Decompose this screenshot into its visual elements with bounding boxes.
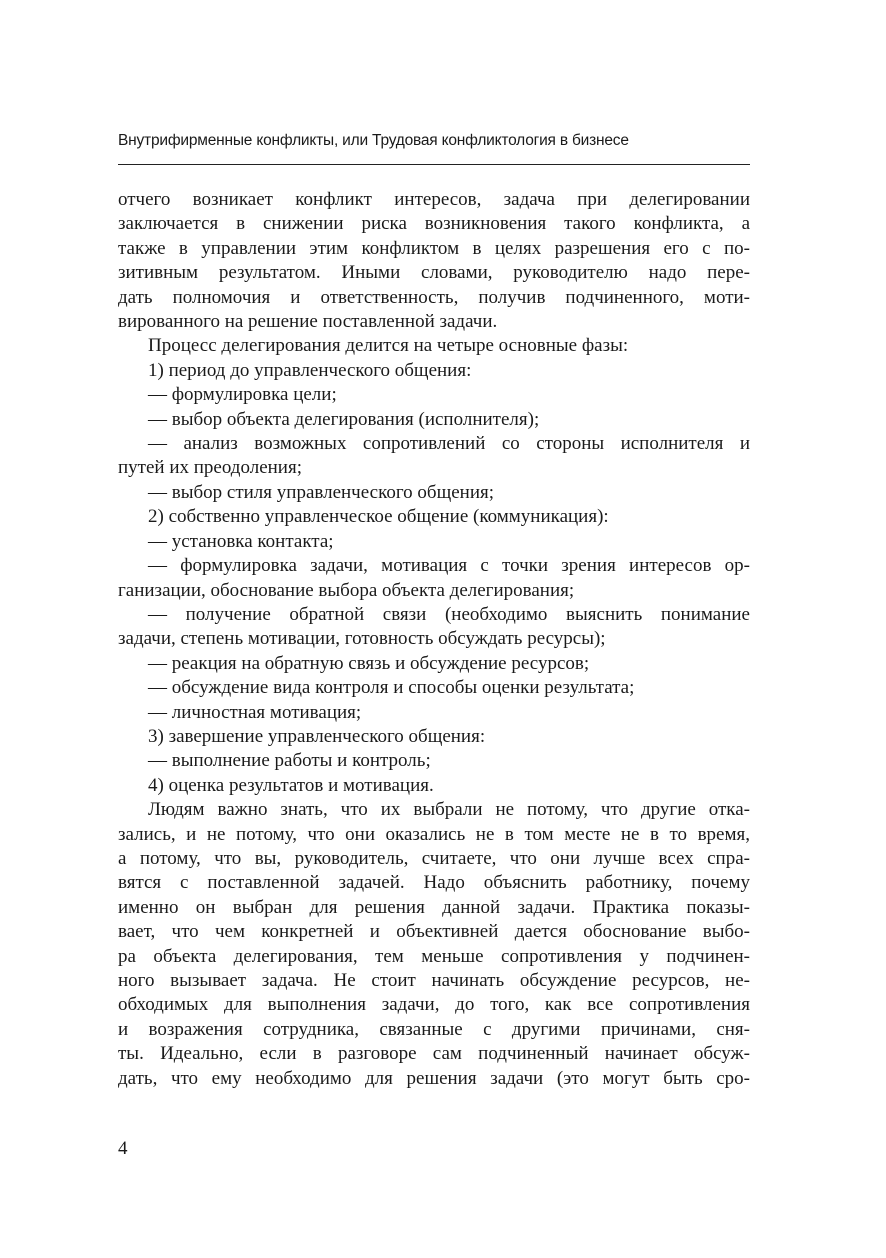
- text-line: ного вызывает задача. Не стоит начинать обсуждение ресурсов, не-: [118, 970, 750, 991]
- list-item: 4) оценка результатов и мотивация.: [148, 774, 434, 796]
- list-item: — обсуждение вида контроля и способы оценки результата;: [148, 677, 635, 699]
- text-line: именно он выбран для решения данной задачи. Практика показы-: [118, 896, 750, 918]
- text-line: дать, что ему необходимо для решения задачи (это могут быть сро-: [118, 1067, 750, 1089]
- text-line: и возражения сотрудника, связанные с другими причинами, сня-: [118, 1018, 750, 1040]
- text-line: а потому, что вы, руководитель, считаете, что они лучше всех спра-: [118, 847, 750, 869]
- text-line: Людям важно знать, что их выбрали не потому, что другие отка-: [148, 799, 750, 821]
- text-line: вает, что чем конкретней и объективней дается обоснование выбо-: [118, 921, 750, 943]
- list-item: 2) собственно управленческое общение (коммуникация):: [148, 506, 609, 528]
- text-line: отчего возникает конфликт интересов, задача при делегировании: [118, 189, 750, 210]
- text-line: зитивным результатом. Иными словами, руководителю надо пере-: [118, 262, 750, 284]
- list-item: — реакция на обратную связь и обсуждение ресурсов;: [148, 652, 590, 674]
- list-item: 3) завершение управленческого общения:: [148, 725, 486, 747]
- page-number: 4: [118, 1138, 128, 1159]
- text-line: дать полномочия и ответственность, получив подчиненного, моти-: [118, 286, 750, 308]
- list-item: — получение обратной связи (необходимо выяснить понимание: [148, 603, 750, 625]
- text-line: вированного на решение поставленной задачи.: [118, 311, 498, 333]
- list-item: — выбор стиля управленческого общения;: [148, 481, 494, 503]
- list-item: — установка контакта;: [148, 530, 334, 552]
- text-line: Процесс делегирования делится на четыре основные фазы:: [148, 335, 629, 357]
- text-line: обходимых для выполнения задачи, до того, как все сопротивления: [118, 994, 750, 1016]
- text-line: задачи, степень мотивации, готовность обсуждать ресурсы);: [118, 628, 606, 650]
- text-line: заключается в снижении риска возникновения такого конфликта, а: [118, 213, 750, 235]
- text-line: зались, и не потому, что они оказались не в том месте не в то время,: [118, 823, 750, 845]
- text-line: ты. Идеально, если в разговоре сам подчиненный начинает обсуж-: [118, 1043, 750, 1065]
- list-item: — анализ возможных сопротивлений со стороны исполнителя и: [148, 433, 750, 455]
- text-line: ра объекта делегирования, тем меньше сопротивления у подчинен-: [118, 945, 750, 967]
- text-line: ганизации, обоснование выбора объекта делегирования;: [118, 579, 575, 601]
- body-text: [118, 188, 750, 1091]
- text-line: вятся с поставленной задачей. Надо объяснить работнику, почему: [118, 872, 750, 894]
- running-header: Внутрифирменные конфликты, или Трудовая конфликтология в бизнесе: [118, 132, 629, 149]
- text-line: путей их преодоления;: [118, 457, 302, 479]
- list-item: — выбор объекта делегирования (исполнителя);: [148, 408, 540, 430]
- list-item: — формулировка задачи, мотивация с точки зрения интересов ор-: [148, 555, 750, 577]
- list-item: 1) период до управленческого общения:: [148, 359, 472, 381]
- list-item: — выполнение работы и контроль;: [148, 750, 431, 772]
- header-rule: [118, 164, 750, 165]
- text-line: также в управлении этим конфликтом в целях разрешения его с по-: [118, 237, 750, 259]
- list-item: — личностная мотивация;: [148, 701, 362, 723]
- list-item: — формулировка цели;: [148, 384, 337, 406]
